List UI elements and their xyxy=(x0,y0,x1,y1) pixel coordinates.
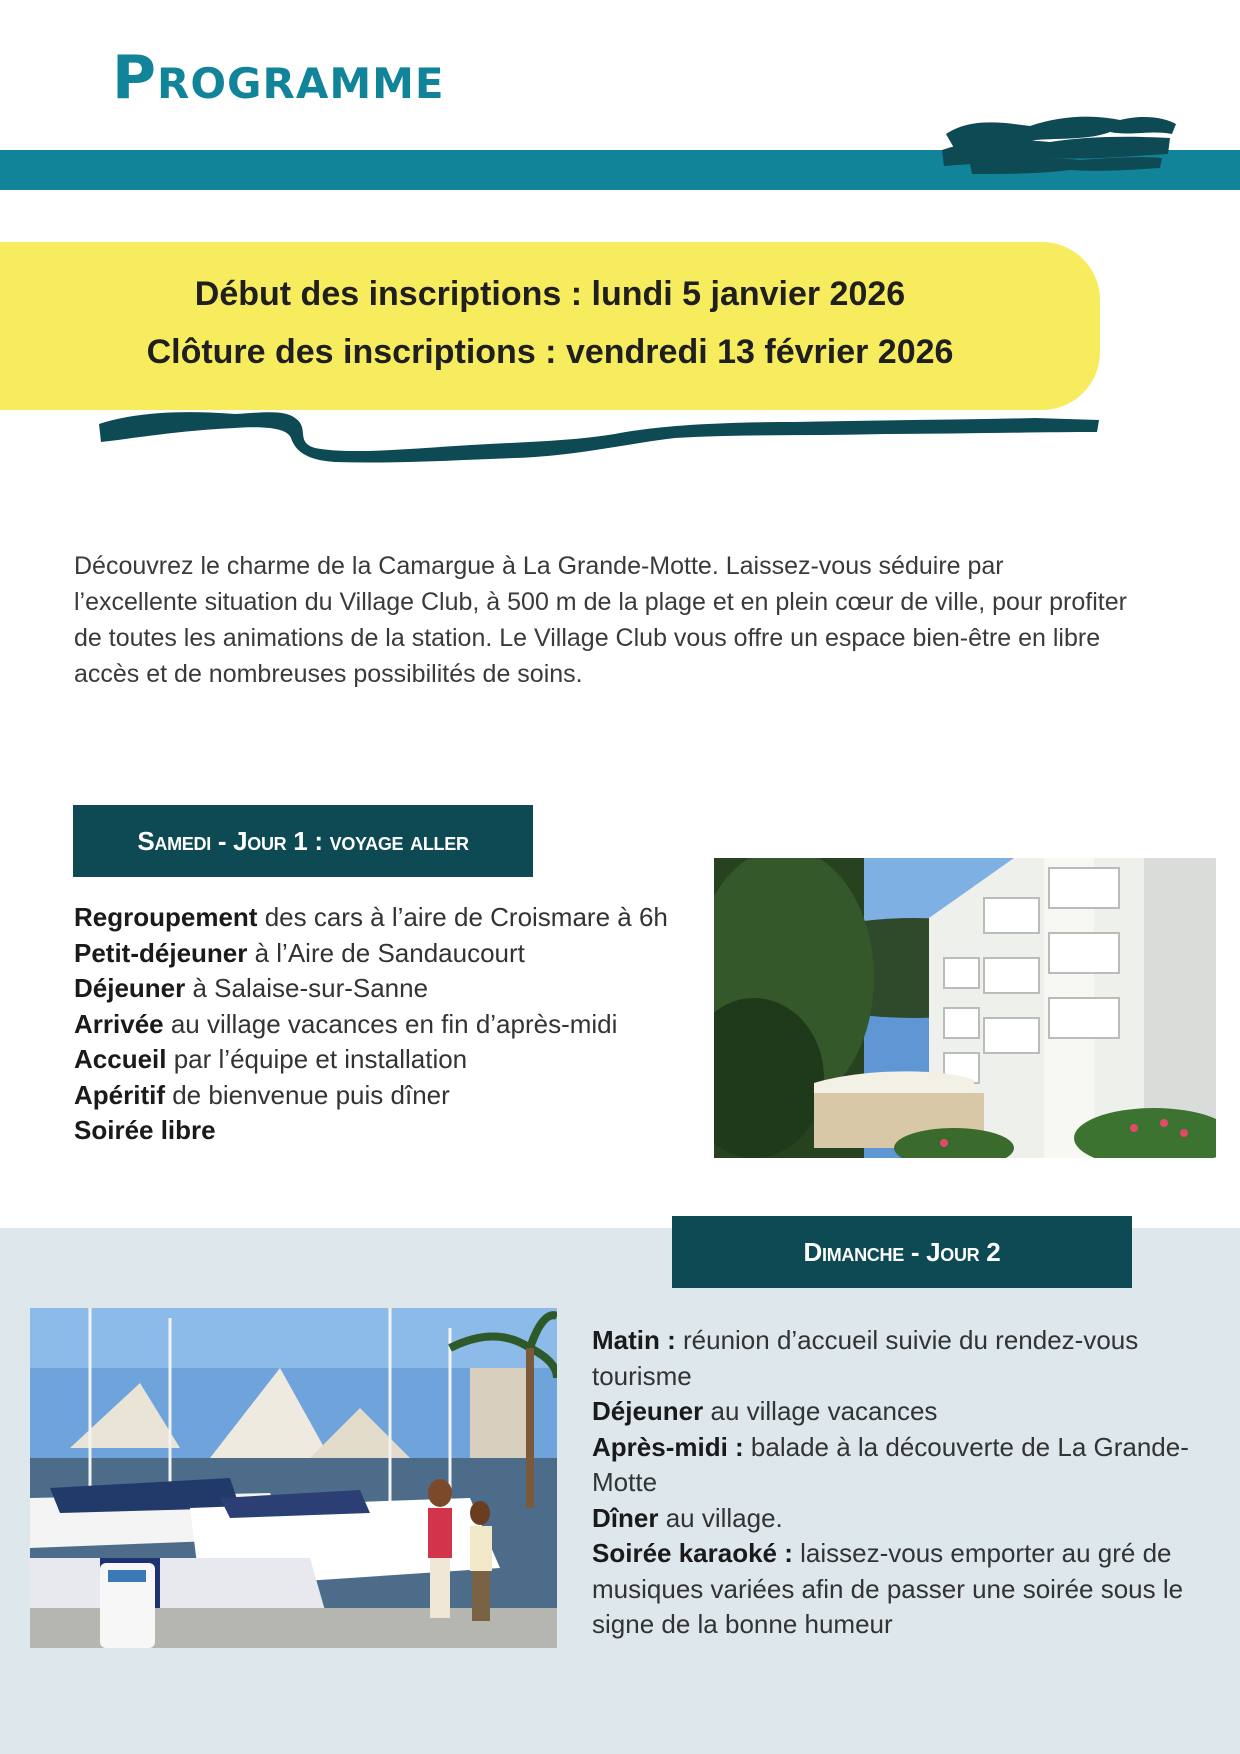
brush-underline-decoration xyxy=(95,398,1105,468)
list-item: Dîner au village. xyxy=(592,1502,783,1533)
list-item: Soirée karaoké : laissez-vous emporter au gré de musiques variées afin de passer une soirée sous le signe de la bonne humeur xyxy=(592,1538,1184,1639)
day2-heading xyxy=(672,1216,1132,1288)
marina-photo xyxy=(30,1308,557,1648)
list-item: Déjeuner au village vacances xyxy=(592,1396,938,1426)
list-item: Déjeuner à Salaise-sur-Sanne xyxy=(74,973,429,1003)
list-item: Après-midi : balade à la découverte de La Grande-Motte xyxy=(592,1431,1189,1497)
intro-paragraph: Découvrez le charme de la Camargue à La Grande-Motte. Laissez-vous séduire par l’excellente situation du Village Club, à 500 m de la plage et en plein cœur de ville, pour profiter de toutes les animations de la station. Le Village Club vous offre un espace bien-être en libre accès et de nombreuses possibilités de soins. xyxy=(74,552,1127,688)
list-item: Arrivée au village vacances en fin d’après-midi xyxy=(74,1008,618,1039)
registration-start: Début des inscriptions : lundi 5 janvier 2026 xyxy=(194,275,906,313)
day1-heading xyxy=(73,805,533,877)
registration-banner xyxy=(0,242,1100,410)
day1-heading-text: Samedi - Jour 1 : voyage aller xyxy=(137,825,469,856)
page-title: Programme xyxy=(112,43,445,113)
registration-end: Clôture des inscriptions : vendredi 13 février 2026 xyxy=(146,333,954,371)
list-item: Apéritif de bienvenue puis dîner xyxy=(74,1079,450,1110)
village-club-photo xyxy=(714,858,1216,1158)
list-item: Accueil par l’équipe et installation xyxy=(74,1044,468,1074)
list-item: Matin : réunion d’accueil suivie du rendez-vous tourisme xyxy=(592,1325,1139,1391)
list-item: Petit-déjeuner à l’Aire de Sandaucourt xyxy=(74,937,525,968)
day2-heading-text: Dimanche - Jour 2 xyxy=(803,1236,1001,1267)
brush-stroke-decoration xyxy=(940,110,1180,180)
list-item: Regroupement des cars à l’aire de Croismare à 6h xyxy=(74,902,668,932)
day1-schedule xyxy=(74,900,714,1149)
day2-schedule xyxy=(592,1323,1212,1643)
list-item: Soirée libre xyxy=(74,1115,216,1145)
